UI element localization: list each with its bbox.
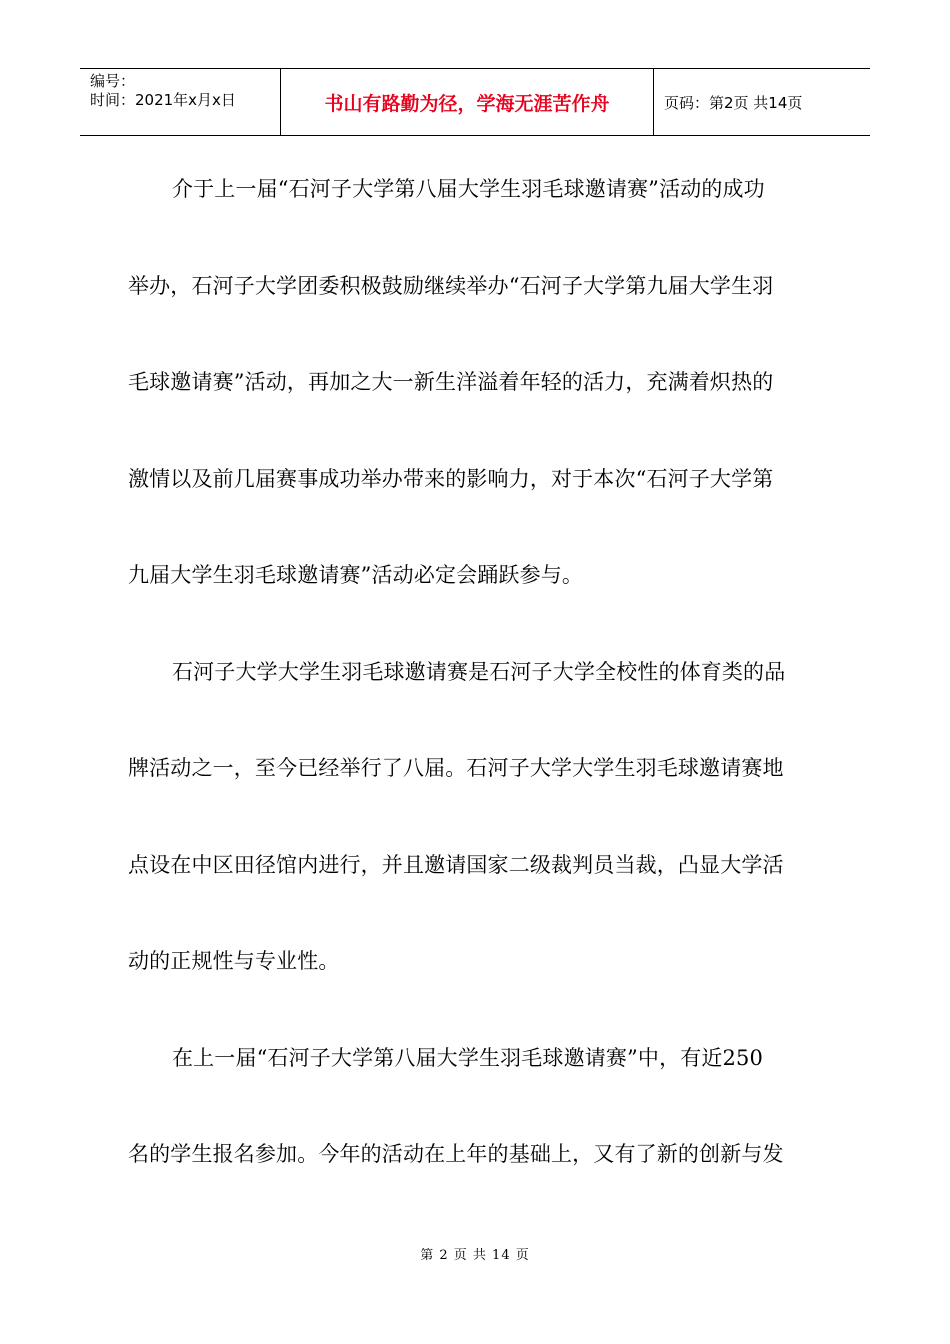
paragraph-line: 名的学生报名参加。今年的活动在上年的基础上，又有了新的创新与发 <box>128 1142 784 1166</box>
page-footer: 第 2 页 共 14 页 <box>420 1248 530 1263</box>
paragraph-line: 在上一届“石河子大学第八届大学生羽毛球邀请赛”中，有近250 <box>172 1045 764 1070</box>
paragraph-line: 举办，石河子大学团委积极鼓励继续举办“石河子大学第九届大学生羽 <box>128 273 774 298</box>
paragraph-line: 动的正规性与专业性。 <box>128 949 340 973</box>
paragraph-line: 介于上一届“石河子大学第八届大学生羽毛球邀请赛”活动的成功 <box>172 177 765 201</box>
paragraph-line: 点设在中区田径馆内进行，并且邀请国家二级裁判员当裁，凸显大学活 <box>128 852 784 877</box>
paragraph-line: 牌活动之一，至今已经举行了八届。石河子大学大学生羽毛球邀请赛地 <box>128 756 784 780</box>
header-page-info: 页码：第2页 共14页 <box>664 93 803 112</box>
paragraph-line: 九届大学生羽毛球邀请赛”活动必定会踊跃参与。 <box>128 563 584 587</box>
document-header <box>80 68 870 136</box>
header-motto: 书山有路勤为径，学海无涯苦作舟 <box>281 69 654 135</box>
header-meta <box>80 69 281 135</box>
code-label: 编号： <box>90 72 136 90</box>
date-label: 时间：2021年x月x日 <box>90 91 236 109</box>
paragraph-line: 激情以及前几届赛事成功举办带来的影响力，对于本次“石河子大学第 <box>128 466 774 491</box>
document-body <box>128 160 828 1222</box>
paragraph-line: 毛球邀请赛”活动，再加之大一新生洋溢着年轻的活力，充满着炽热的 <box>128 370 774 394</box>
paragraph-line: 石河子大学大学生羽毛球邀请赛是石河子大学全校性的体育类的品 <box>172 659 786 684</box>
